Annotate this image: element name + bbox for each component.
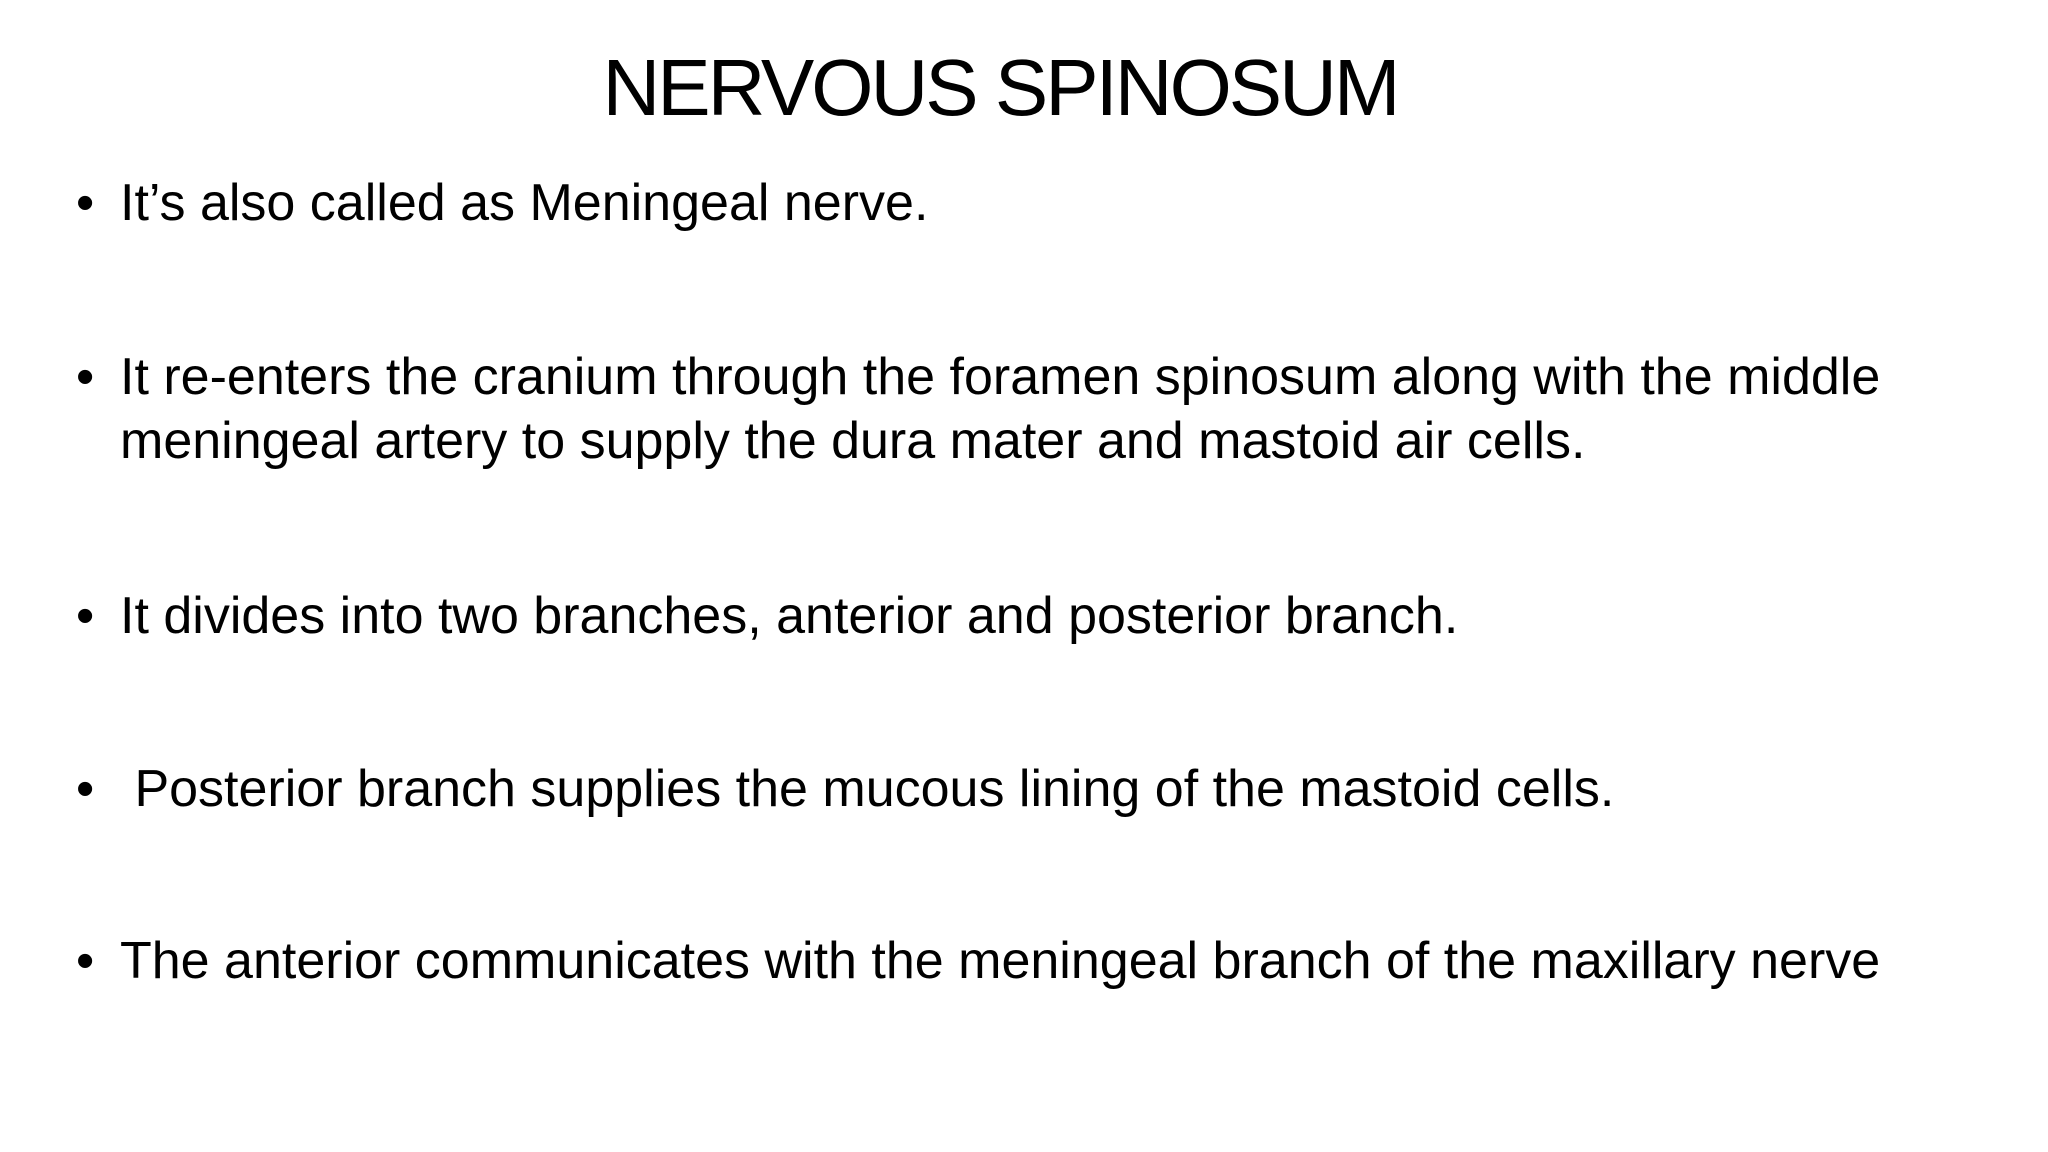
- slide-title: NERVOUS SPINOSUM: [602, 43, 1398, 132]
- bullet-item: [76, 757, 1976, 821]
- bullet-text: It’s also called as Meningeal nerve.: [120, 174, 929, 232]
- bullet-point-icon: •: [76, 932, 95, 990]
- bullet-item: [76, 345, 1976, 473]
- bullet-item: [76, 584, 1976, 648]
- bullet-text: It divides into two branches, anterior and posterior branch.: [120, 587, 1459, 645]
- bullet-point-icon: •: [76, 348, 95, 406]
- bullet-point-icon: •: [76, 587, 95, 645]
- bullet-item: [76, 929, 1976, 993]
- bullet-point-icon: •: [76, 760, 95, 818]
- bullet-text: Posterior branch supplies the mucous lining of the mastoid cells.: [120, 760, 1615, 818]
- bullet-item: [76, 171, 1976, 235]
- bullet-text: It re-enters the cranium through the foramen spinosum along with the middle meningeal artery to supply the dura mater and mastoid air cells.: [120, 348, 1881, 470]
- bullet-point-icon: •: [76, 174, 95, 232]
- bullet-text: The anterior communicates with the meningeal branch of the maxillary nerve: [120, 932, 1881, 990]
